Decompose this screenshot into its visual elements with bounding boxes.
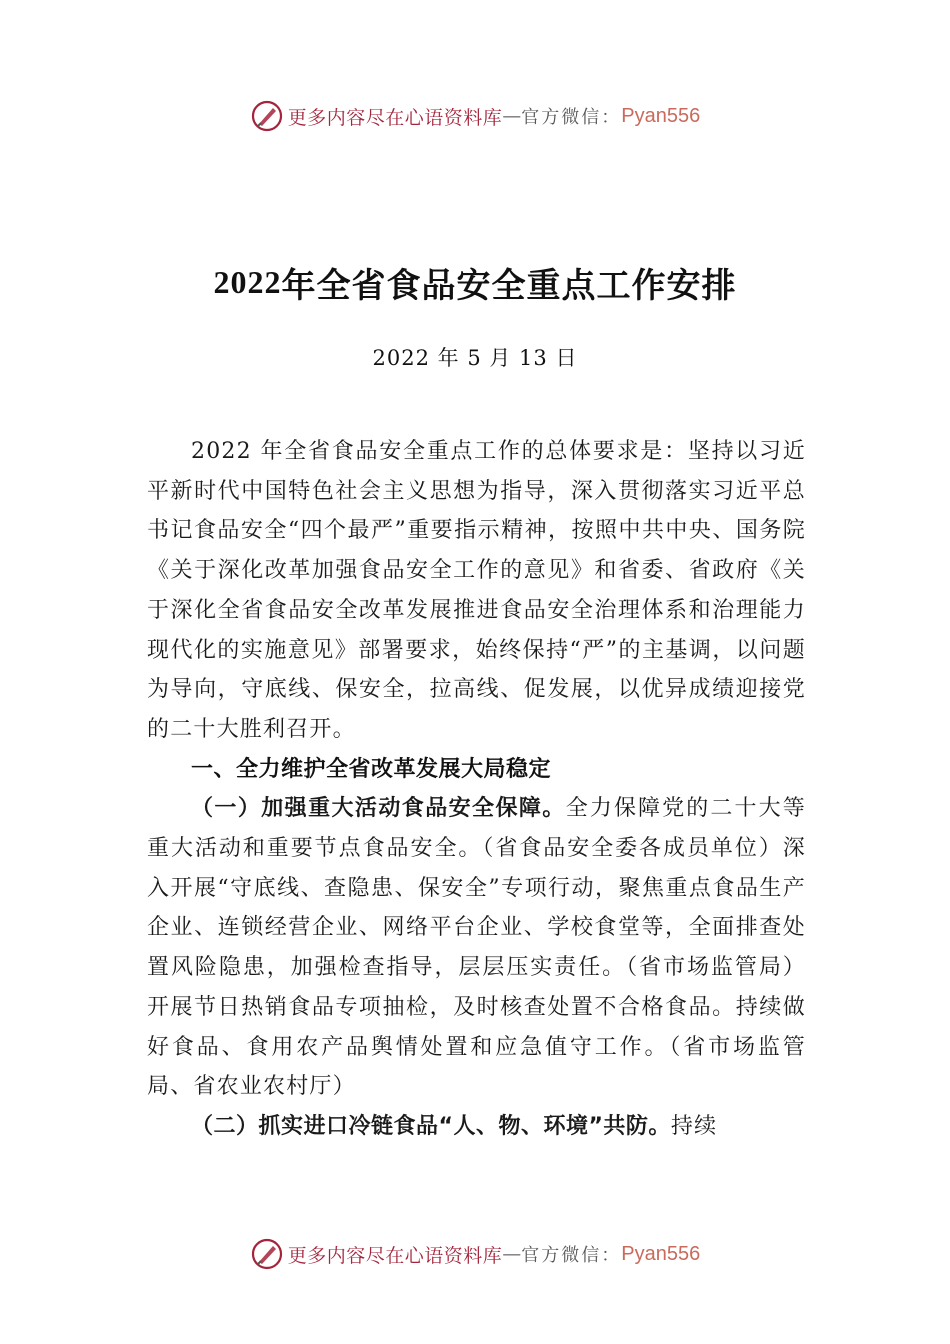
watermark-text: 更多内容尽在心语资料库 — [287, 1244, 503, 1267]
wechat-label: 官方微信： — [521, 1245, 622, 1266]
title-text: 年全省食品安全重点工作安排 — [281, 266, 737, 306]
document-title — [0, 258, 950, 307]
item-2-title: （二）抓实进口冷链食品“人、物、环境”共防。 — [191, 1113, 671, 1139]
document-body — [147, 432, 806, 1147]
wechat-id: Pyan556 — [621, 104, 701, 127]
intro-paragraph: 2022 年全省食品安全重点工作的总体要求是：坚持以习近平新时代中国特色社会主义思想为指导，深入贯彻落实习近平总书记食品安全“四个最严”重要指示精神，按照中共中央、国务院《关于深化改革加强食品安全工作的意见》和省委、省政府《关于深化全省食品安全改革发展推进食品安全治理体系和治理能力现代化的实施意见》部署要求，始终保持“严”的主基调，以问题为导向，守底线、保安全，拉高线、促发展，以优异成绩迎接党的二十大胜利召开。 — [147, 439, 806, 742]
wechat-label: 官方微信： — [521, 107, 622, 128]
item-1-body: 全力保障党的二十大等重大活动和重要节点食品安全。（省食品安全委各成员单位）深入开展“守底线、查隐患、保安全”专项行动，聚焦重点食品生产企业、连锁经营企业、网络平台企业、学校食堂等，全面排查处置风险隐患，加强检查指导，层层压实责任。（省市场监管局）开展节日热销食品专项抽检，及时核查处置不合格食品。持续做好食品、食用农产品舆情处置和应急值守工作。（省市场监管局、省农业农村厅） — [147, 796, 806, 1100]
section-heading-1: 一、全力维护全省改革发展大局稳定 — [191, 756, 552, 782]
quill-pen-icon — [250, 1237, 284, 1271]
item-2-body: 持续 — [670, 1113, 718, 1139]
footer-watermark — [0, 1234, 950, 1274]
header-watermark — [0, 96, 950, 136]
wechat-id: Pyan556 — [621, 1242, 701, 1265]
watermark-separator: — — [502, 1243, 522, 1265]
quill-pen-icon — [250, 99, 284, 133]
item-2-paragraph — [147, 1107, 806, 1147]
watermark-separator: — — [502, 105, 522, 127]
item-1-title: （一）加强重大活动食品安全保障。 — [191, 796, 566, 822]
watermark-text: 更多内容尽在心语资料库 — [287, 106, 503, 129]
document-date: 2022 年 5 月 13 日 — [372, 346, 578, 370]
title-year: 2022 — [213, 264, 282, 300]
item-1-paragraph — [147, 789, 806, 1107]
